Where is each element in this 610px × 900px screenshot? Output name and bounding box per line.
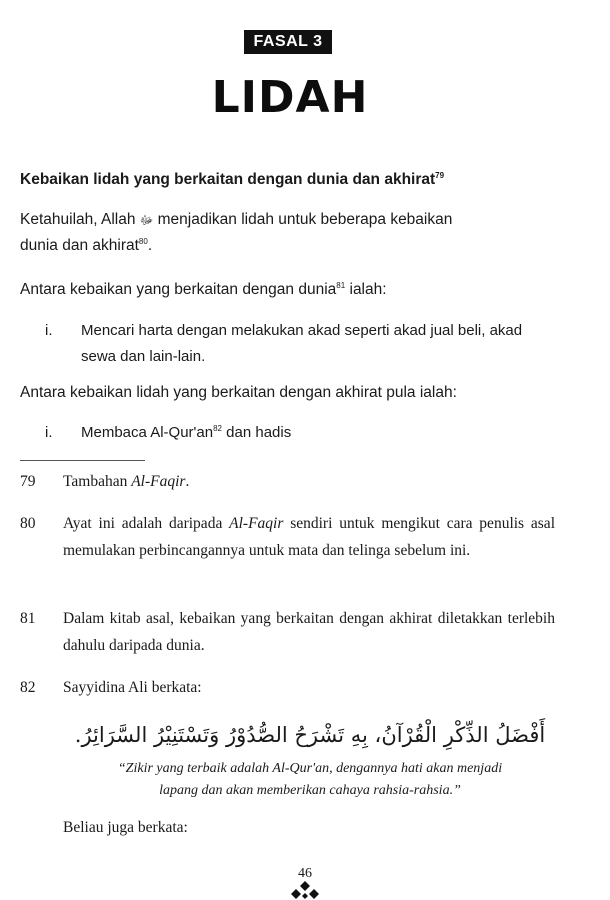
intro-line1-end: menjadikan lidah untuk beberapa kebaikan — [153, 211, 453, 228]
arabic-quote: أَفْضَلُ الذِّكْرِ الْقُرْآنُ، بِهِ تَشْرَحُ الصُّدُوْرُ وَتَسْتَنِيْرُ السَّرَائِرُ. — [74, 723, 546, 747]
quote-translation — [60, 758, 560, 802]
section-heading — [20, 170, 580, 190]
footnote-number: 79 — [20, 473, 36, 490]
list-item-text — [81, 420, 561, 446]
diamond-ornament-icon — [287, 880, 323, 900]
footnote-80 — [20, 510, 560, 591]
intro-line1-start: Ketahuilah, Allah — [20, 211, 140, 228]
world-benefits-end: ialah: — [345, 281, 387, 298]
list-item-text-start: Membaca Al-Qur'an — [81, 424, 214, 441]
footnote-82 — [20, 674, 560, 701]
world-benefits-paragraph — [20, 277, 556, 303]
intro-line2-end: . — [147, 237, 153, 254]
afterlife-benefits-paragraph: Antara kebaikan lidah yang berkaitan dengan akhirat pula ialah: — [20, 384, 457, 401]
footnote-ref-80: 80 — [138, 237, 148, 246]
footnote-number: 81 — [20, 610, 36, 627]
footnote-number: 80 — [20, 515, 36, 532]
chapter-title: LIDAH — [211, 72, 369, 123]
honorific-glyph: ﷻ — [139, 213, 154, 227]
footnote-ref-81: 81 — [336, 281, 346, 290]
list-marker: i. — [45, 322, 53, 339]
intro-line2: dunia dan akhirat — [20, 237, 139, 254]
list-item — [45, 318, 565, 372]
page-number: 46 — [298, 866, 312, 881]
footnote-ref-79: 79 — [435, 171, 445, 180]
footnote-text-start: Tambahan — [63, 473, 132, 490]
footnote-text — [63, 468, 555, 495]
footnote-text: Dalam kitab asal, kebaikan yang berkaitan dengan akhirat diletakkan terlebih dahulu daripada dunia. — [63, 610, 555, 654]
quote-translation-line1: “Zikir yang terbaik adalah Al-Qur'an, dengannya hati akan menjadi — [117, 761, 503, 776]
footnote-text-start: Ayat ini adalah daripada — [63, 515, 230, 532]
footnote-ref-82: 82 — [213, 424, 222, 433]
quote-translation-line2: lapang dan akan memberikan cahaya rahsia-rahsia.” — [159, 783, 461, 798]
intro-paragraph — [20, 207, 556, 259]
footnote-text-end: . — [185, 473, 190, 490]
footnote-italic: Al-Faqir — [131, 473, 186, 490]
list-item-text: Mencari harta dengan melakukan akad seperti akad jual beli, akad sewa dan lain-lain. — [81, 322, 523, 365]
list-marker: i. — [45, 424, 53, 441]
closing-line: Beliau juga berkata: — [63, 819, 188, 836]
list-item-text-end: dan hadis — [222, 424, 292, 441]
chapter-label: FASAL 3 — [244, 30, 332, 54]
section-heading-text: Kebaikan lidah yang berkaitan dengan dunia dan akhirat — [20, 171, 436, 188]
footnote-81 — [20, 605, 560, 659]
world-benefits-text: Antara kebaikan yang berkaitan dengan dunia — [20, 281, 337, 298]
footnote-text — [63, 510, 555, 564]
footnote-divider — [20, 460, 145, 461]
footnote-79 — [20, 468, 560, 495]
footnote-text: Sayyidina Ali berkata: — [63, 679, 202, 696]
footnote-italic: Al-Faqir — [229, 515, 284, 532]
footnote-number: 82 — [20, 679, 36, 696]
list-item — [45, 420, 565, 446]
footnote-text-end: sendiri untuk mengikut cara penulis asal memulakan perbincangannya untuk mata dan telinga sebelum ini. — [63, 515, 555, 559]
